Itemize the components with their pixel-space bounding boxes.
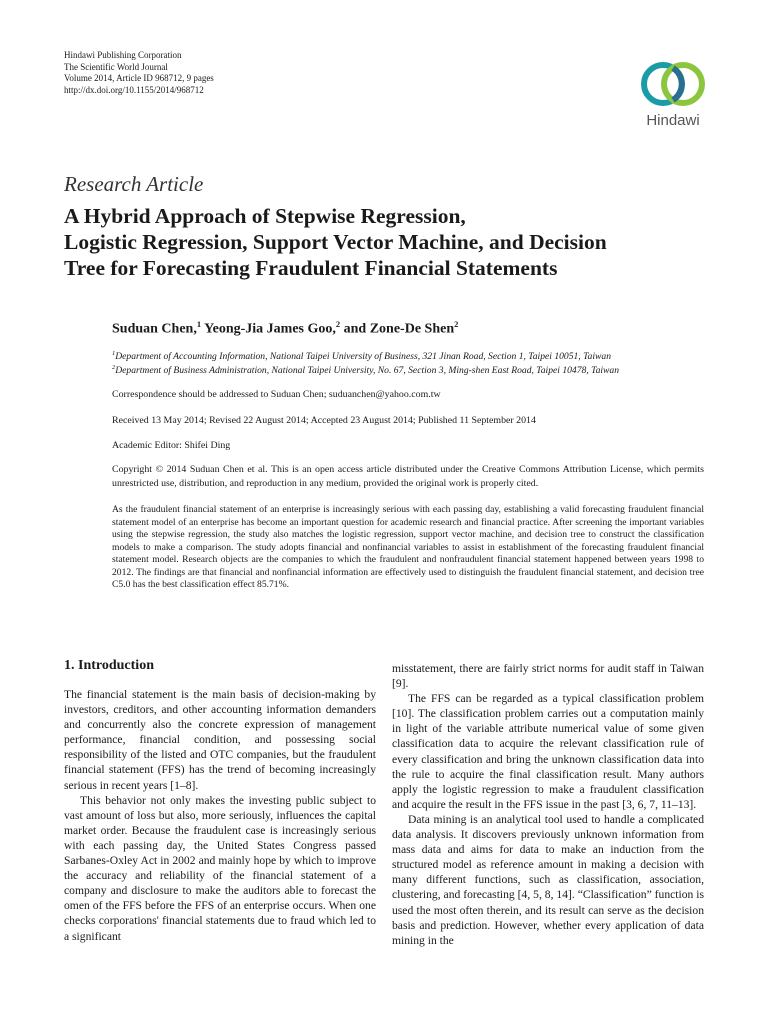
body-column-left bbox=[64, 687, 376, 944]
body-column-right bbox=[392, 661, 704, 948]
affiliation bbox=[112, 364, 619, 376]
affiliation bbox=[112, 350, 611, 362]
doi-link[interactable]: http://dx.doi.org/10.1155/2014/968712 bbox=[64, 84, 204, 95]
body-paragraph: misstatement, there are fairly strict norms for audit staff in Taiwan [9]. bbox=[392, 662, 704, 691]
affiliation-mark: 2 bbox=[112, 364, 116, 371]
body-paragraph: The financial statement is the main basis of decision-making by investors, creditors, and other accounting information demanders and concurrently also the concrete expression of management performance, financial condition, and possessing social responsibility of the listed and OTC companies, but the fraudulent financial statement (FFS) has the trend of becoming increasingly serious in recent years [1–8]. bbox=[64, 688, 376, 792]
affiliation-mark: 1 bbox=[112, 350, 116, 357]
publisher-name: Hindawi Publishing Corporation bbox=[64, 50, 182, 60]
section-heading: 1. Introduction bbox=[64, 658, 154, 673]
journal-header bbox=[64, 50, 214, 96]
hindawi-logo bbox=[635, 58, 711, 128]
author-affil-mark: 2 bbox=[454, 319, 459, 329]
author-affil-mark: 1 bbox=[196, 319, 202, 329]
paper-title bbox=[64, 203, 704, 281]
logo-text: Hindawi bbox=[646, 112, 700, 129]
title-line: A Hybrid Approach of Stepwise Regression, bbox=[64, 204, 466, 228]
academic-editor: Academic Editor: Shifei Ding bbox=[112, 440, 231, 451]
correspondence: Correspondence should be addressed to Suduan Chen; suduanchen@yahoo.com.tw bbox=[112, 389, 441, 400]
author-affil-mark: 2 bbox=[335, 319, 341, 329]
body-paragraph: The FFS can be regarded as a typical classification problem [10]. The classification problem carries out a computation mainly in light of the variable attribute numerical value of some given classification data to acquire the relevant classification rule of every classification and bring the unknown classification data into the rule to acquire the final classification result. Many authors apply the logistic regression to make a fraudulent classification and acquire the result in the FFS issue in the past [3, 6, 7, 11–13]. bbox=[392, 692, 704, 811]
title-line: Tree for Forecasting Fraudulent Financial Statements bbox=[64, 256, 558, 280]
journal-name: The Scientific World Journal bbox=[64, 61, 168, 72]
affiliation-text: Department of Business Administration, National Taipei University, No. 67, Section 3, Ming-shen East Road, Taipei 10478, Taiwan bbox=[115, 365, 620, 377]
logo-rings-icon bbox=[635, 58, 711, 110]
copyright-notice: Copyright © 2014 Suduan Chen et al. This is an open access article distributed under the Creative Commons Attribution License, which permits unrestricted use, distribution, and reproduction in any medium, provided the original work is properly cited. bbox=[112, 464, 704, 489]
volume-info: Volume 2014, Article ID 968712, 9 pages bbox=[64, 73, 214, 83]
author-name: Yeong-Jia James Goo, bbox=[204, 321, 336, 337]
body-paragraph: This behavior not only makes the investing public subject to vast amount of loss but also, more seriously, influences the capital market order. Because the fraudulent case is increasingly serious with each passing day, the United States Congress passed Sarbanes-Oxley Act in 2002 and mainly hope by which to improve the accuracy and reliability of the financial statement of a company and disclosure to make the auditors able to forecast the omen of the FFS before the FFS of an enterprise occurs. When one checks corporations' financial statements due to fraud which led to a significant bbox=[64, 793, 376, 943]
author-name: and Zone-De Shen bbox=[343, 321, 455, 337]
article-type: Research Article bbox=[64, 172, 204, 196]
author-name: Suduan Chen, bbox=[112, 321, 197, 337]
author-list bbox=[112, 319, 458, 338]
publication-dates: Received 13 May 2014; Revised 22 August 2014; Accepted 23 August 2014; Published 11 September 2014 bbox=[112, 415, 536, 426]
abstract: As the fraudulent financial statement of an enterprise is increasingly serious with each passing day, establishing a valid forecasting fraudulent financial statement model of an enterprise has become an important question for academic research and financial practice. After screening the important variables using the stepwise regression, the study also matches the logistic regression, support vector machine, and decision tree to construct the classification models to make a comparison. The study adopts financial and nonfinancial variables to assist in establishment of the forecasting fraudulent financial statement model. Research objects are the companies to which the fraudulent and nonfraudulent financial statement happened between years 1998 to 2012. The findings are that financial and nonfinancial information are effectively used to distinguish the fraudulent financial statement, and decision tree C5.0 has the best classification effect 85.71%. bbox=[112, 504, 704, 590]
body-paragraph: Data mining is an analytical tool used to handle a complicated data analysis. It discovers previously unknown information from mass data and aims for data to make an induction from the structured model as reference amount in making a decision with many different functions, such as classification, association, clustering, and forecasting [4, 5, 8, 14]. “Classification” function is used the most often therein, and its result can serve as the decision basis and prediction. However, whether every application of data mining in the bbox=[392, 812, 704, 947]
affiliation-text: Department of Accounting Information, National Taipei University of Business, 321 Jinan Road, Section 1, Taipei 10051, Taiwan bbox=[115, 351, 612, 363]
title-line: Logistic Regression, Support Vector Machine, and Decision bbox=[64, 230, 607, 254]
